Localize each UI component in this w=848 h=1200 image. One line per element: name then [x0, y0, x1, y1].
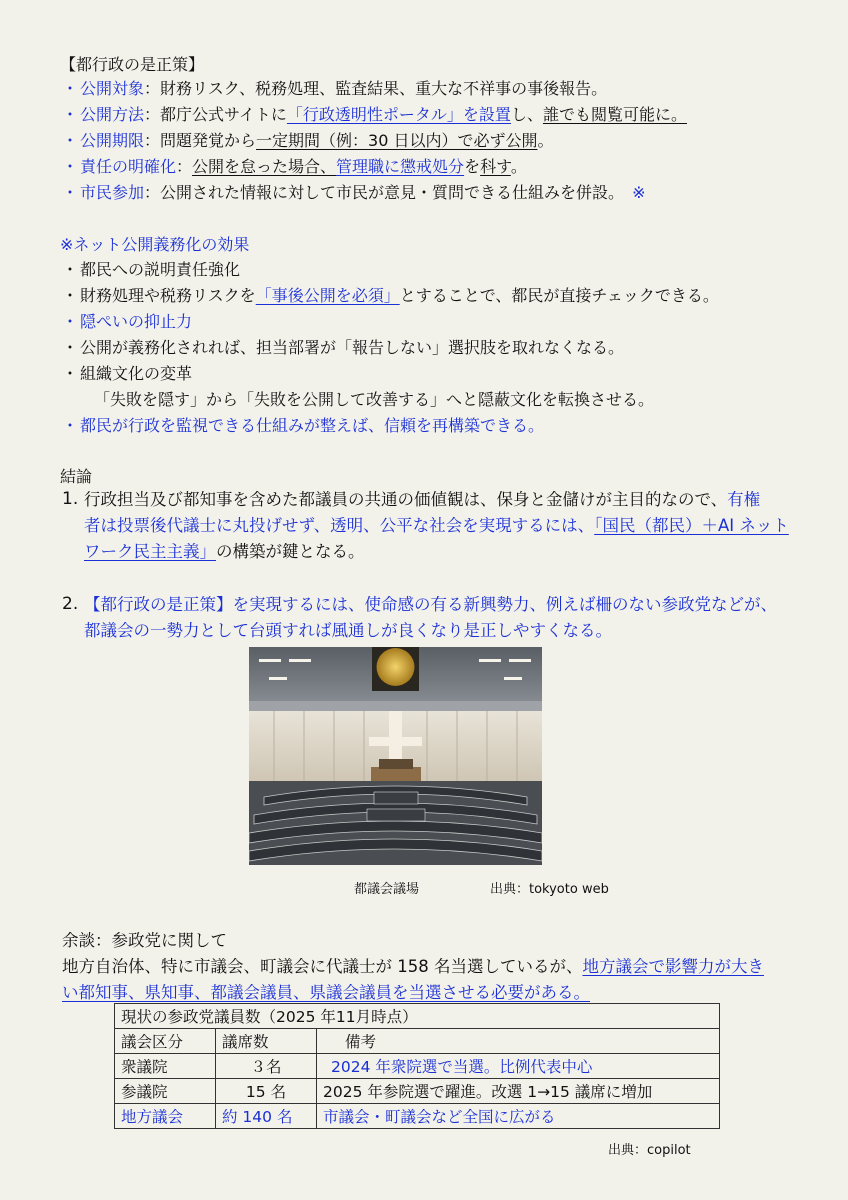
- table-row: 参議院 15 名 2025 年参院選で躍進。改選 1→15 議席に増加: [115, 1079, 720, 1104]
- conclusion-paragraph-2: 【都行政の是正策】を実現するには、使命感の有る新興勢力、例えば柵のない参政党などが、 都議会の一勢力として台頭すれば風通しが良くなり是正しやすくなる。: [84, 595, 777, 640]
- table-source: 出典：copilot: [608, 1143, 691, 1158]
- photo-source: 出典：tokyoto web: [490, 882, 609, 897]
- aside-paragraph: 地方自治体、特に市議会、町議会に代議士が 158 名当選しているが、地方議会で影響力が大き い都知事、県知事、都議会議員、県議会議員を当選させる必要がある。: [62, 957, 764, 1002]
- conclusion-paragraph-1: 行政担当及び都知事を含めた都議員の共通の価値観は、保身と金儲けが主目的なので、有権 者は投票後代議士に丸投げせず、透明、公平な社会を実現するには、「国民（都民）＋AI ネット ワーク民主主義」の構築が鍵となる。: [84, 490, 789, 561]
- table-row: 地方議会 約 140 名 市議会・町議会など全国に広がる: [115, 1104, 720, 1129]
- table-caption: 現状の参政党議員数（2025 年11月時点）: [115, 1004, 720, 1029]
- table-header-row: 議会区分 議席数 備考: [115, 1029, 720, 1054]
- policy-list: [62, 76, 687, 206]
- list-item: ・ 公開方法：都庁公式サイトに「行政透明性ポータル」を設置し、誰でも閲覧可能に。: [62, 105, 687, 124]
- effects-title: ※ネット公開義務化の効果: [60, 235, 250, 254]
- list-item: ・ 公開期限：問題発覚から一定期間（例：30 日以内）で必ず公開。: [62, 131, 554, 150]
- policy-title: 【都行政の是正策】: [60, 55, 205, 74]
- list-item: ・ 責任の明確化：公開を怠った場合、管理職に懲戒処分を科す。: [62, 157, 527, 176]
- list-item: ・ 公開が義務化されれば、担当部署が「報告しない」選択肢を取れなくなる。: [62, 338, 625, 357]
- conclusion-title: 結論: [60, 467, 93, 486]
- list-item: ・ 都民への説明責任強化: [62, 260, 241, 279]
- photo-caption: 都議会議場: [354, 882, 420, 897]
- list-item: ・ 隠ぺいの抑止力: [62, 312, 193, 331]
- aside-title: 余談：参政党に関して: [62, 931, 227, 950]
- list-item: ・ 公開対象：財務リスク、税務処理、監査結果、重大な不祥事の事後報告。: [62, 79, 608, 98]
- list-item: 「失敗を隠す」から「失敗を公開して改善する」へと隠蔽文化を転換させる。: [94, 390, 655, 409]
- list-item: ・ 都民が行政を監視できる仕組みが整えば、信頼を再構築できる。: [62, 416, 545, 435]
- list-item: ・ 組織文化の変革: [62, 364, 193, 383]
- effects-list: [62, 257, 719, 439]
- conclusion-number-2: 2.: [62, 594, 79, 614]
- conclusion-number-1: 1.: [62, 489, 79, 509]
- assembly-hall-photo: [249, 647, 542, 865]
- list-item: ・ 財務処理や税務リスクを「事後公開を必須」とすることで、都民が直接チェックできる。: [62, 286, 719, 305]
- seat-table: [114, 1003, 720, 1129]
- list-item: ・ 市民参加：公開された情報に対して市民が意見・質問できる仕組みを併設。 ※: [62, 183, 646, 202]
- table-row: 衆議院 ３名 2024 年衆院選で当選。比例代表中心: [115, 1054, 720, 1079]
